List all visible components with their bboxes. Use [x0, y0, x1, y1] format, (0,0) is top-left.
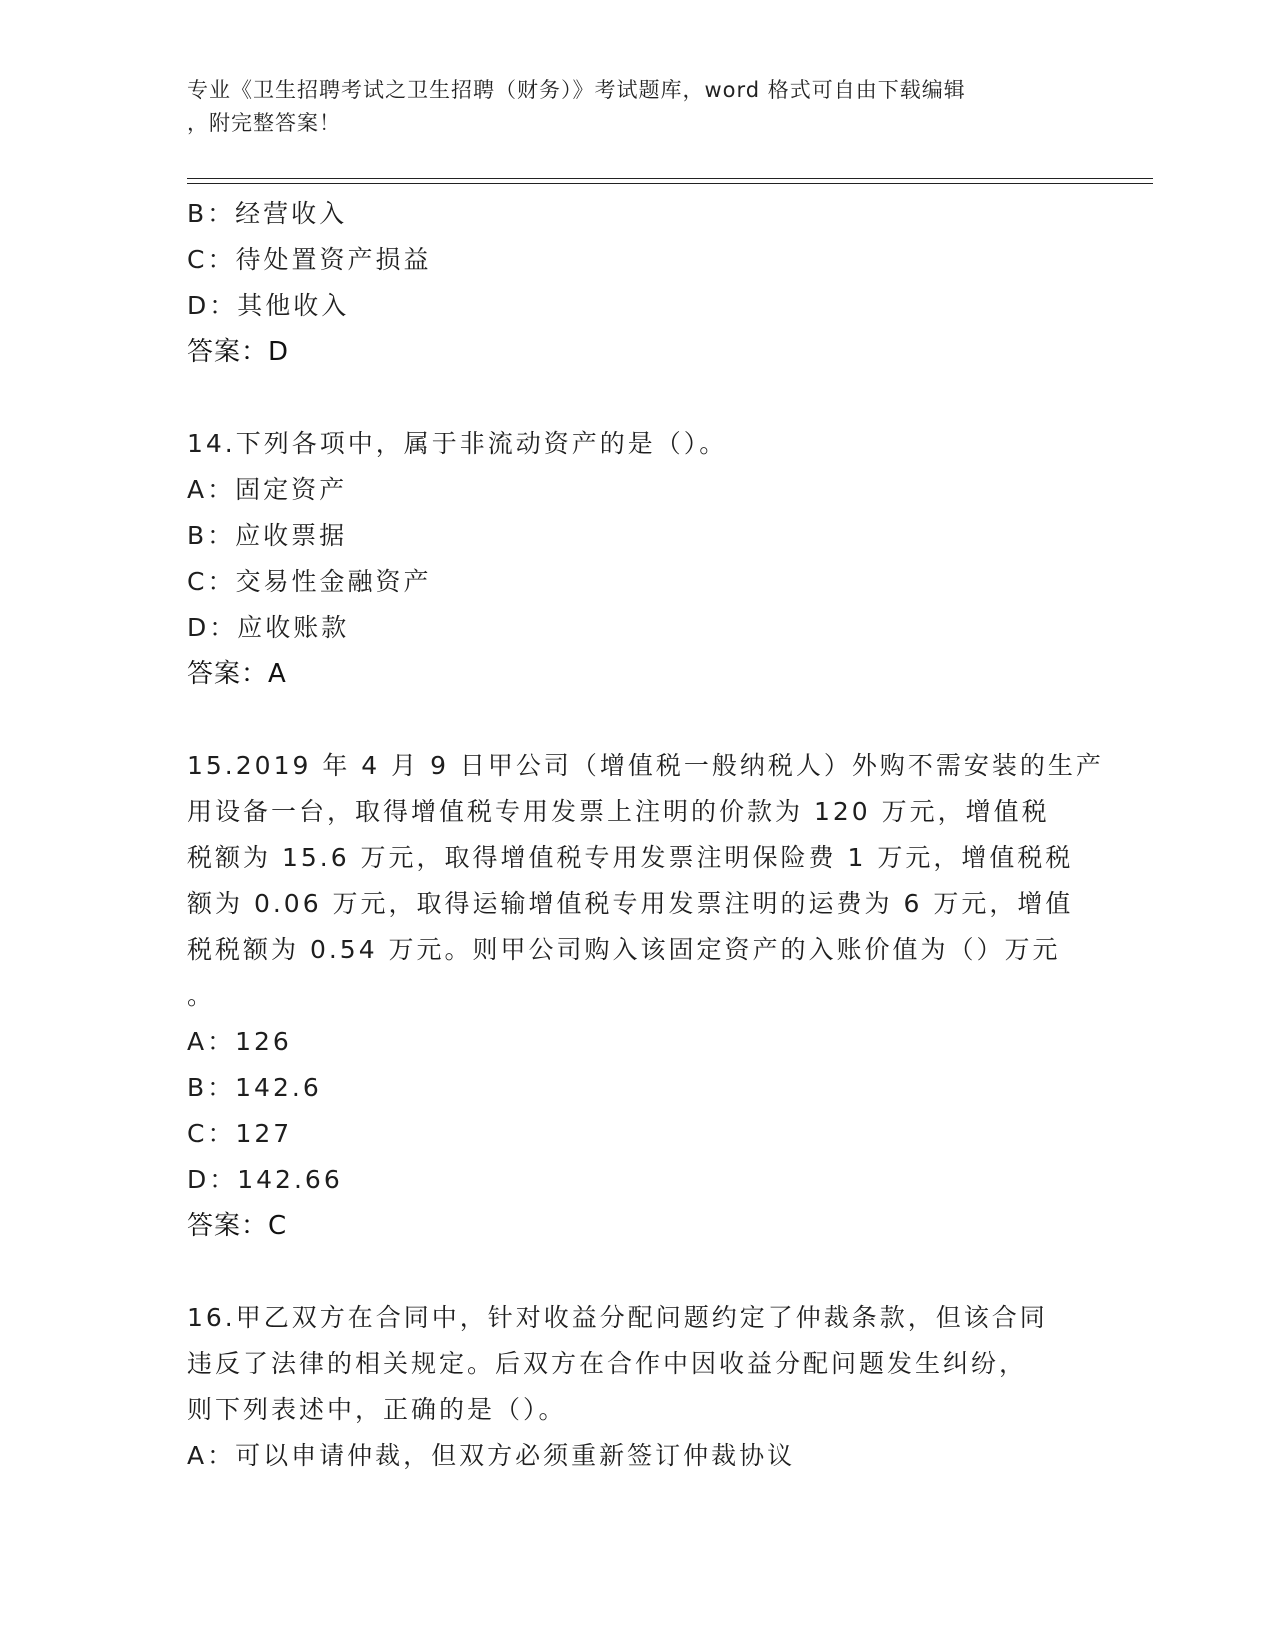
question-list [187, 191, 1104, 1479]
option-a: A：可以申请仲裁，但双方必须重新签订仲裁协议 [187, 1441, 796, 1470]
answer-line: 答案：C [187, 1211, 288, 1241]
spacer [187, 375, 1087, 421]
question-stem-line-2: 用设备一台，取得增值税专用发票上注明的价款为 120 万元，增值税 [187, 797, 1050, 826]
option-d: D：其他收入 [187, 291, 350, 320]
header-rule-top [187, 178, 1153, 179]
question-16 [187, 1295, 1087, 1479]
option-b: B：142.6 [187, 1073, 322, 1102]
option-c: C：127 [187, 1119, 293, 1148]
header-line-1: 专业《卫生招聘考试之卫生招聘（财务）》考试题库，word 格式可自由下载编辑 [187, 78, 966, 102]
spacer [187, 697, 1087, 743]
question-13 [187, 191, 1087, 375]
option-d: D：应收账款 [187, 613, 350, 642]
option-c: C：交易性金融资产 [187, 567, 432, 596]
header-rule-bottom [187, 183, 1153, 184]
option-c: C：待处置资产损益 [187, 245, 432, 274]
option-a: A：126 [187, 1027, 292, 1056]
spacer [187, 1249, 1087, 1295]
question-stem-line-1: 16.甲乙双方在合同中，针对收益分配问题约定了仲裁条款，但该合同 [187, 1303, 1048, 1332]
question-stem-line-3: 税额为 15.6 万元，取得增值税专用发票注明保险费 1 万元，增值税税 [187, 843, 1074, 872]
header-line-2: ，附完整答案！ [187, 111, 341, 135]
question-14 [187, 421, 1087, 697]
question-stem-line-2: 违反了法律的相关规定。后双方在合作中因收益分配问题发生纠纷， [187, 1349, 1028, 1378]
question-stem-line-5: 税税额为 0.54 万元。则甲公司购入该固定资产的入账价值为（）万元 [187, 935, 1061, 964]
question-stem: 14.下列各项中，属于非流动资产的是（）。 [187, 429, 728, 458]
option-b: B：经营收入 [187, 199, 348, 228]
answer-line: 答案：D [187, 337, 290, 367]
page-header [187, 74, 1087, 140]
question-stem-line-6: 。 [187, 981, 216, 1010]
question-stem-line-3: 则下列表述中，正确的是（）。 [187, 1395, 567, 1424]
option-d: D：142.66 [187, 1165, 343, 1194]
question-15 [187, 743, 1104, 1249]
question-stem-line-4: 额为 0.06 万元，取得运输增值税专用发票注明的运费为 6 万元，增值 [187, 889, 1074, 918]
question-stem-line-1: 15.2019 年 4 月 9 日甲公司（增值税一般纳税人）外购不需安装的生产 [187, 751, 1104, 780]
option-a: A：固定资产 [187, 475, 348, 504]
answer-line: 答案：A [187, 659, 287, 689]
option-b: B：应收票据 [187, 521, 348, 550]
